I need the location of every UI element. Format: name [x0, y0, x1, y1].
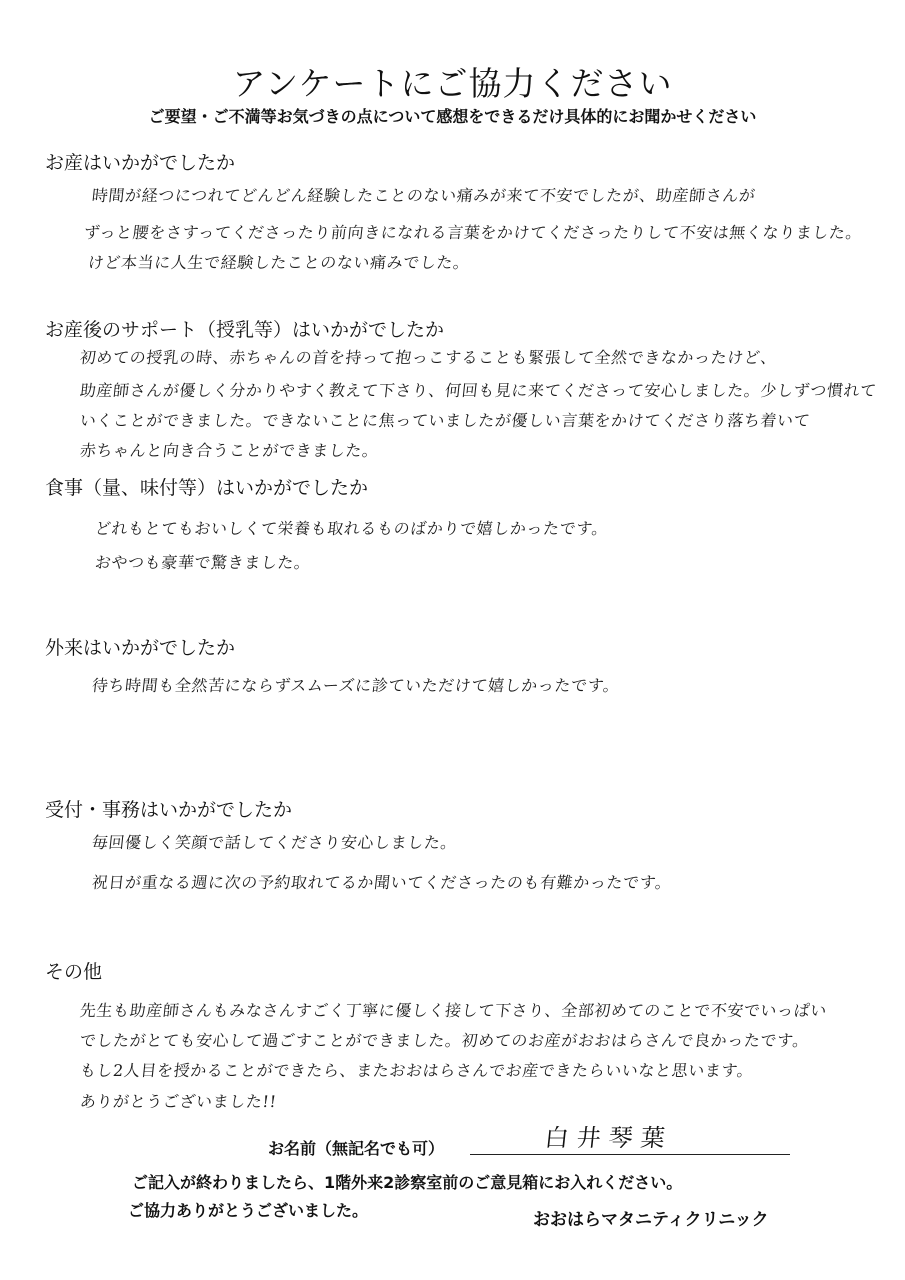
name-underline	[470, 1154, 790, 1155]
question-outpatient: 外来はいかがでしたか	[45, 637, 236, 659]
question-birth: お産はいかがでしたか	[45, 152, 236, 174]
answer-line: けど本当に人生で経験したことのない痛みでした。	[86, 253, 471, 272]
survey-title: アンケートにご協力ください	[232, 64, 673, 103]
answer-line: おやつも豪華で驚きました。	[93, 553, 312, 572]
answer-line: でしたがとても安心して過ごすことができました。初めてのお産がおおはらさんで良かったです。	[78, 1031, 811, 1050]
answer-line: いくことができました。できないことに焦っていましたが優しい言葉をかけてくださり落ち着いて	[78, 411, 812, 430]
question-meals: 食事（量、味付等）はいかがでしたか	[45, 477, 369, 499]
answer-line: 助産師さんが優しく分かりやすく教えて下さり、何回も見に来てくださって安心しました。少しずつ慣れて	[78, 381, 878, 400]
answer-line: どれもとてもおいしくて栄養も取れるものばかりで嬉しかったです。	[93, 519, 610, 538]
survey-subtitle: ご要望・ご不満等お気づきの点について感想をできるだけ具体的にお聞かせください	[148, 107, 757, 126]
answer-line: ずっと腰をさすってくださったり前向きになれる言葉をかけてくださったりして不安は無くなりました。	[82, 223, 864, 242]
answer-line: 初めての授乳の時、赤ちゃんの首を持って抱っこすることも緊張して全然できなかったけど、	[78, 348, 779, 367]
name-label: お名前（無記名でも可）	[268, 1139, 445, 1158]
answer-line: 待ち時間も全然苦にならずスムーズに診ていただけて嬉しかったです。	[90, 676, 621, 695]
answer-line: 時間が経つにつれてどんどん経験したことのない痛みが来て不安でしたが、助産師さんが	[90, 186, 757, 205]
answer-line: もし2人目を授かることができたら、またおおはらさんでお産できたらいいなと思います。	[78, 1061, 755, 1080]
answer-line: 毎回優しく笑顔で話してくださり安心しました。	[90, 833, 459, 852]
footer-instruction: ご記入が終わりましたら、1階外来2診察室前のご意見箱にお入れください。	[132, 1173, 683, 1192]
name-value: 白井琴葉	[543, 1124, 675, 1152]
footer-thanks: ご協力ありがとうございました。	[128, 1201, 369, 1220]
question-reception: 受付・事務はいかがでしたか	[45, 799, 293, 821]
answer-line: 祝日が重なる週に次の予約取れてるか聞いてくださったのも有難かったです。	[90, 873, 673, 892]
question-postnatal-support: お産後のサポート（授乳等）はいかがでしたか	[45, 319, 445, 341]
answer-line: 先生も助産師さんもみなさんすごく丁寧に優しく接して下さり、全部初めてのことで不安でいっぱい	[78, 1001, 828, 1020]
answer-line: ありがとうございました!!	[78, 1092, 278, 1111]
clinic-name: おおはらマタニティクリニック	[533, 1210, 769, 1230]
answer-line: 赤ちゃんと向き合うことができました。	[78, 441, 380, 460]
question-other: その他	[45, 961, 103, 983]
